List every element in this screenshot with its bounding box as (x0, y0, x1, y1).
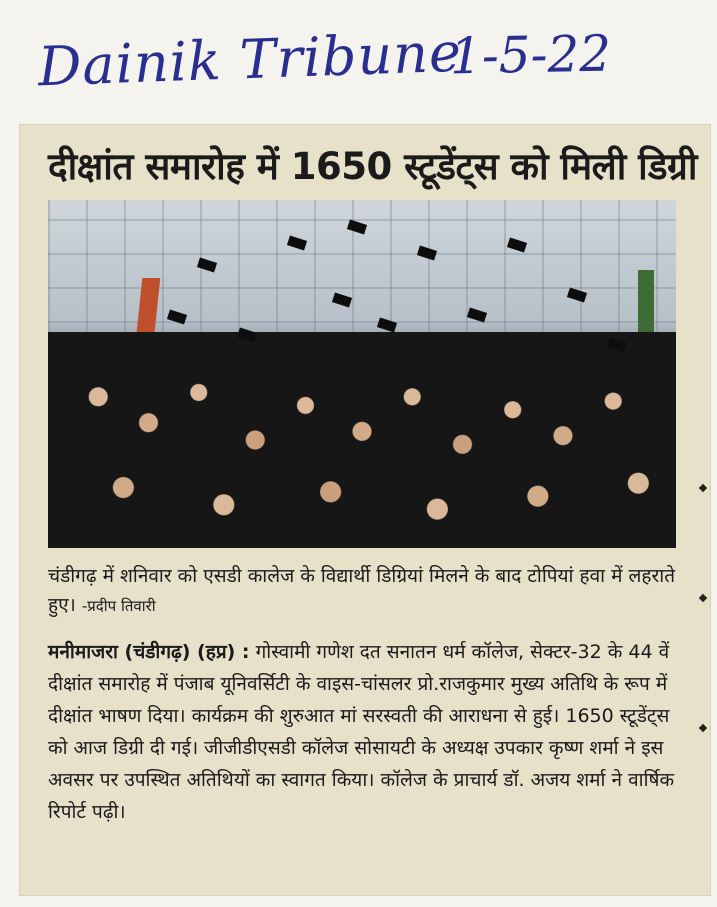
photo-caption (48, 562, 678, 621)
convocation-photo (48, 200, 676, 548)
article-body-text: गोस्वामी गणेश दत सनातन धर्म कॉलेज, सेक्टर-32 के 44 वें दीक्षांत समारोह में पंजाब यूनिवर्सिटी के वाइस-चांसलर प्रो.राजकुमार मुख्य अतिथि के रूप में दीक्षांत भाषण दिया। कार्यक्रम की शुरुआत मां सरस्वती की आराधना से हुई। 1650 स्टूडेंट्स को आज डिग्री दी गई। जीजीडीएसडी कॉलेज सोसायटी के अध्यक्ष उपकार कृष्ण शर्मा ने इस अवसर पर उपस्थित अतिथियों का स्वागत किया। कॉलेज के प्राचार्य डॉ. अजय शर्मा ने वार्षिक रिपोर्ट पढ़ी। (48, 641, 675, 823)
caption-text: चंडीगढ़ में शनिवार को एसडी कालेज के विद्यार्थी डिग्रियां मिलने के बाद टोपियां हवा में लहराते हुए। (48, 565, 676, 616)
article-body (48, 636, 688, 828)
newspaper-clipping (20, 125, 710, 895)
article-dateline: मनीमाजरा (चंडीगढ़) (हप्र) : (48, 641, 250, 663)
handwritten-date: 1-5-22 (449, 24, 612, 86)
photo-graduates-crowd (48, 332, 676, 548)
handwritten-annotation (30, 20, 690, 110)
margin-marks (698, 475, 710, 775)
photo-credit: -प्रदीप तिवारी (81, 597, 156, 615)
article-headline: दीक्षांत समारोह में 1650 स्टूडेंट्स को मिली डिग्री (48, 145, 697, 188)
handwritten-publication-name: Dainik Tribune (37, 20, 463, 99)
